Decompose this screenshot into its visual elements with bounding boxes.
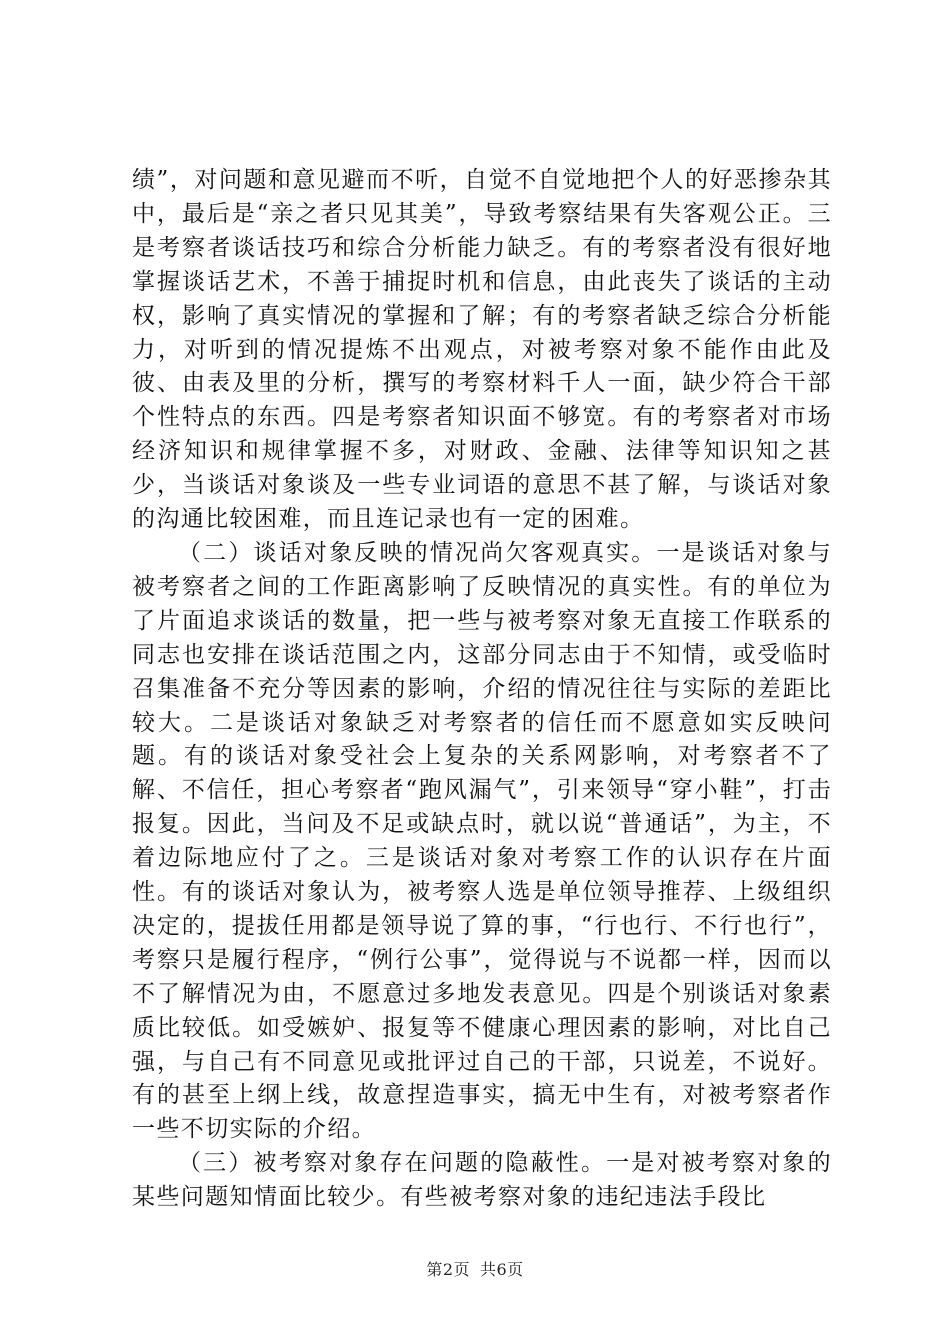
paragraph-section-two: （二）谈话对象反映的情况尚欠客观真实。一是谈话对象与被考察者之间的工作距离影响了反映情况的真实性。有的单位为了片面追求谈话的数量，把一些与被考察对象无直接工作联系的同志也安排在谈话范围之内，这部分同志由于不知情，或受临时召集准备不充分等因素的影响，介绍的情况往往与实际的差距比较大。二是谈话对象缺乏对考察者的信任而不愿意如实反映问题。有的谈话对象受社会上复杂的关系网影响，对考察者不了解、不信任，担心考察者“跑风漏气”，引来领导“穿小鞋”，打击报复。因此，当问及不足或缺点时，就以说“普通话”，为主，不着边际地应付了之。三是谈话对象对考察工作的认识存在片面性。有的谈话对象认为，被考察人选是单位领导推荐、上级组织决定的，提拔任用都是领导说了算的事，“行也行、不行也行”，考察只是履行程序，“例行公事”，觉得说与不说都一样，因而以不了解情况为由，不愿意过多地发表意见。四是个别谈话对象素质比较低。如受嫉妒、报复等不健康心理因素的影响，对比自己强，与自己有不同意见或批评过自己的干部，只说差，不说好。有的甚至上纲上线，故意捏造事实，搞无中生有，对被考察者作一些不切实际的介绍。 [132,539,832,1143]
paragraph-section-three: （三）被考察对象存在问题的隐蔽性。一是对被考察对象的某些问题知情面比较少。有些被考察对象的违纪违法手段比 [132,1150,832,1211]
document-body [132,164,832,1215]
page-number-label: 第2页 [426,1260,470,1279]
page-footer [0,1257,950,1280]
page-total-label: 共6页 [480,1260,524,1279]
paragraph-continuation: 绩”，对问题和意见避而不听，自觉不自觉地把个人的好恶掺杂其中，最后是“亲之者只见其美”，导致考察结果有失客观公正。三是考察者谈话技巧和综合分析能力缺乏。有的考察者没有很好地掌握谈话艺术，不善于捕捉时机和信息，由此丧失了谈话的主动权，影响了真实情况的掌握和了解；有的考察者缺乏综合分析能力，对听到的情况提炼不出观点，对被考察对象不能作由此及彼、由表及里的分析，撰写的考察材料千人一面，缺少符合干部个性特点的东西。四是考察者知识面不够宽。有的考察者对市场经济知识和规律掌握不多，对财政、金融、法律等知识知之甚少，当谈话对象谈及一些专业词语的意思不甚了解，与谈话对象的沟通比较困难，而且连记录也有一定的困难。 [132,167,832,533]
